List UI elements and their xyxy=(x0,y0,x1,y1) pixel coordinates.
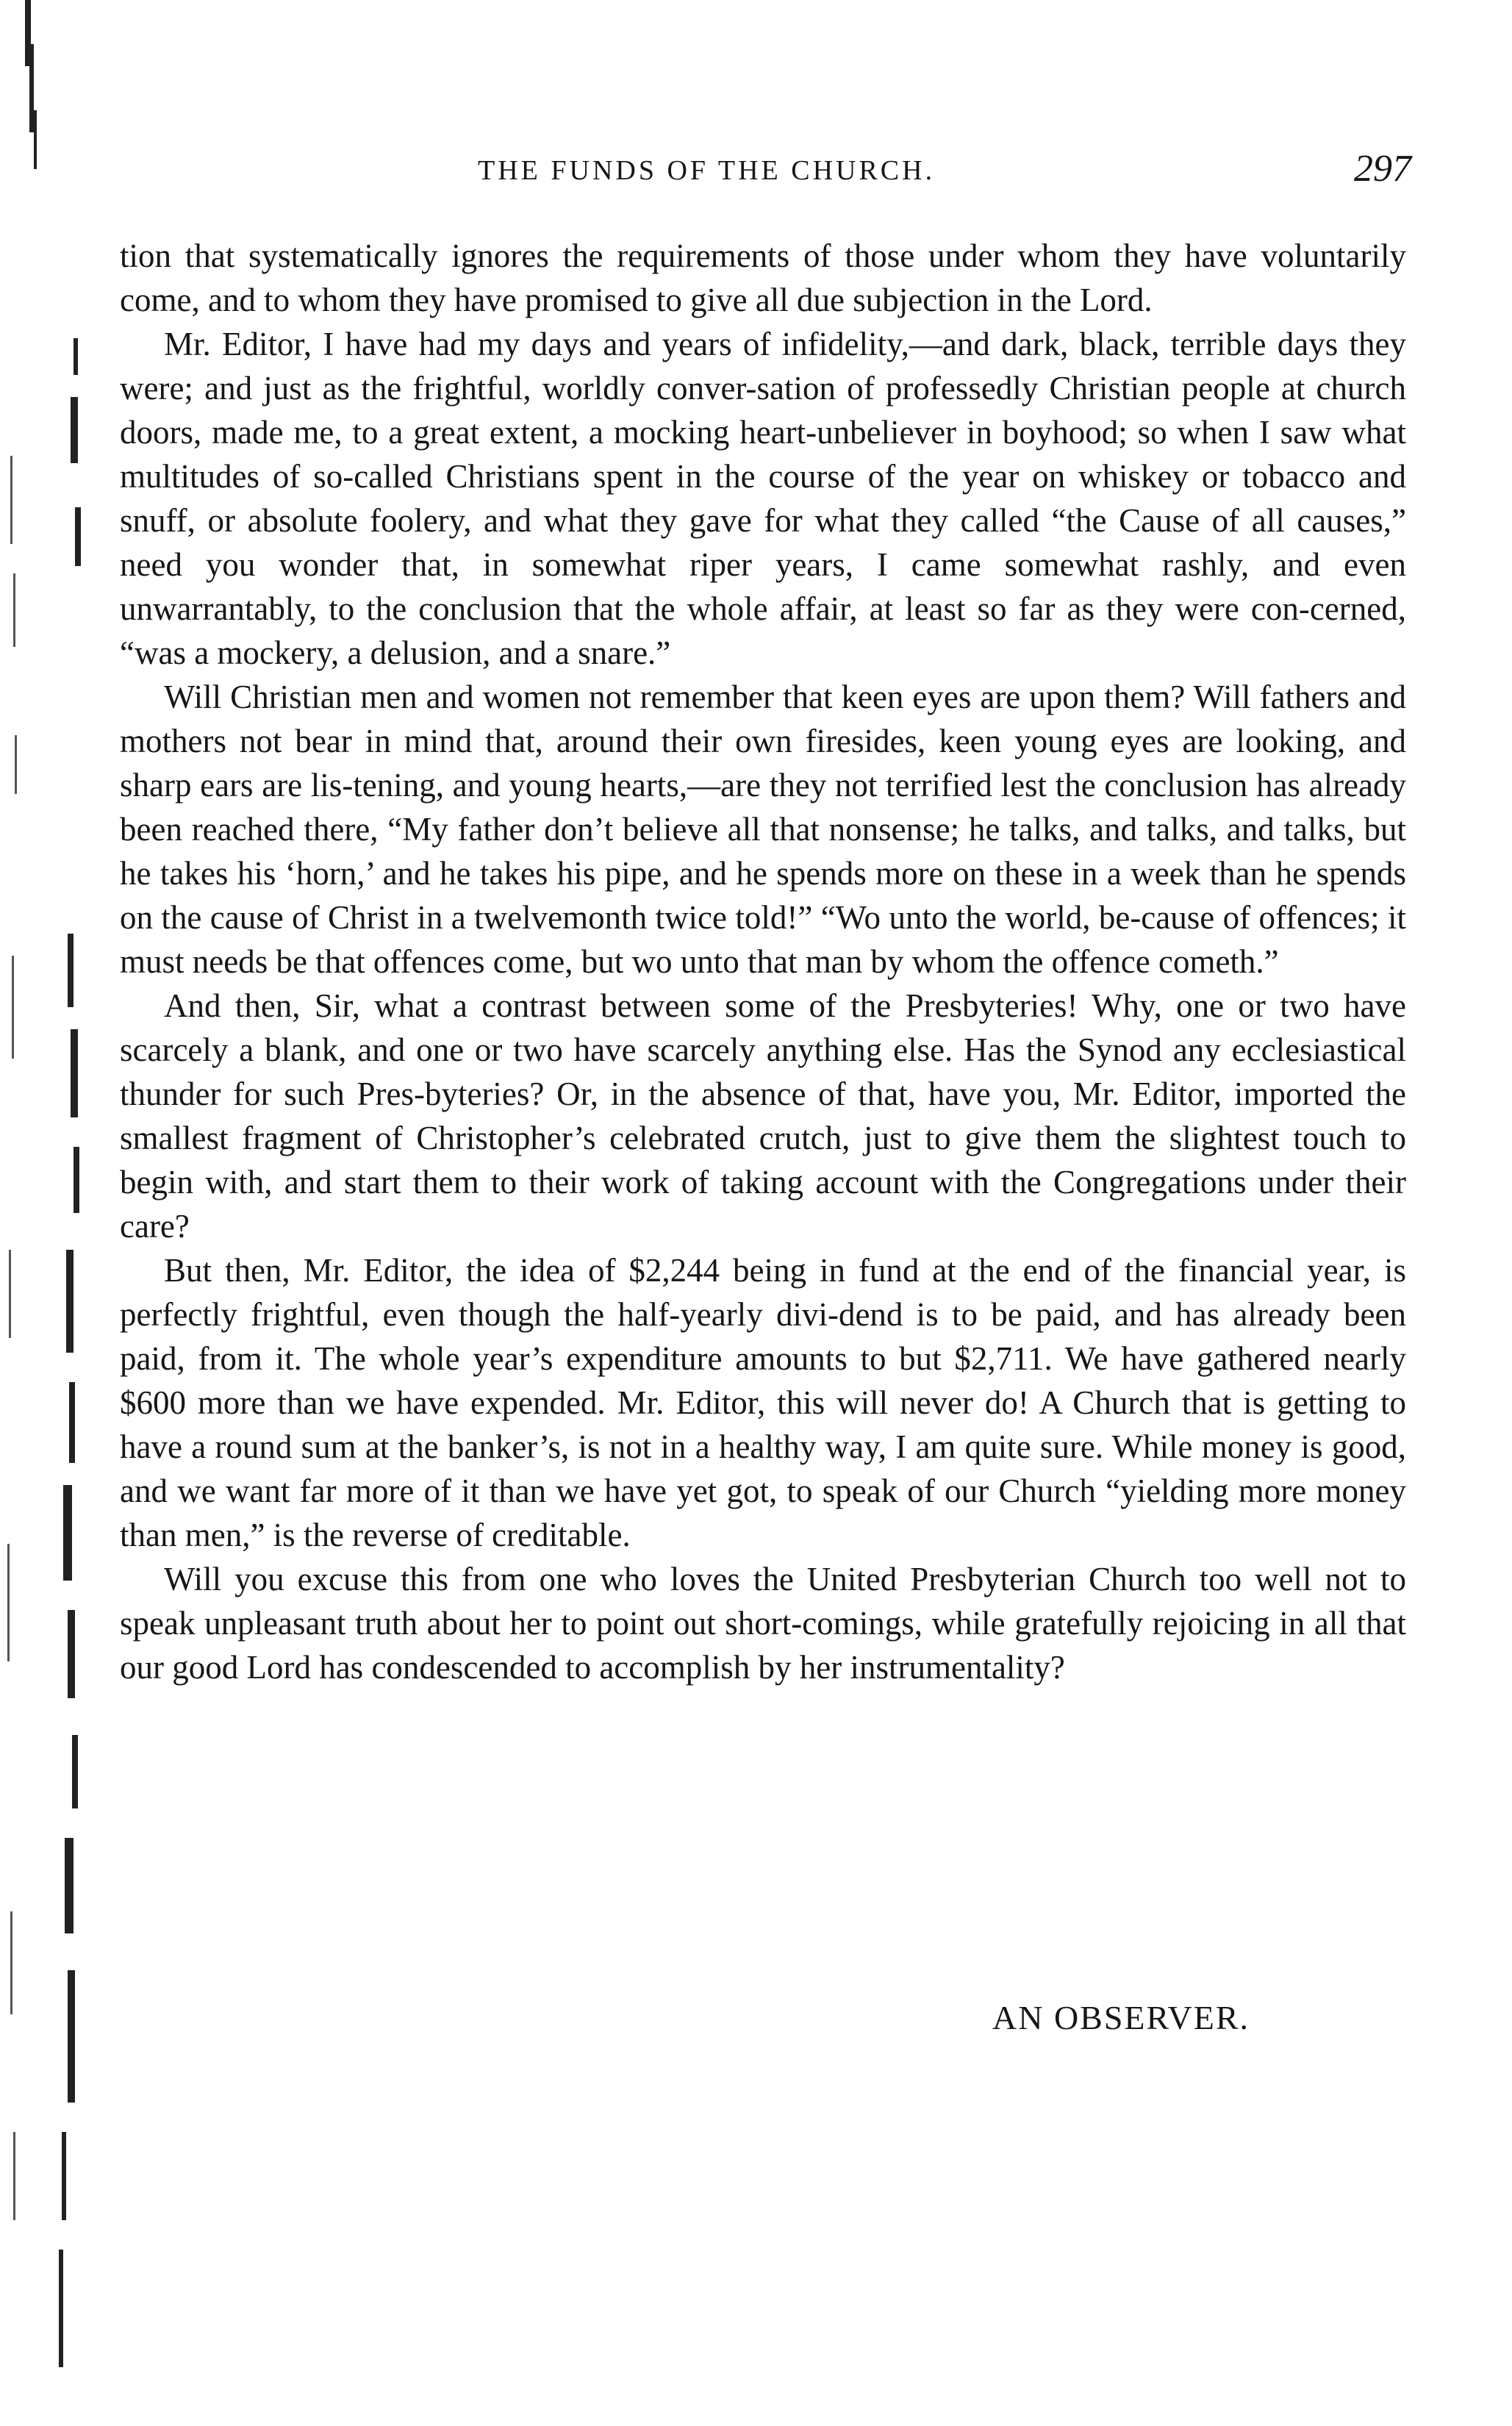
page-number: 297 xyxy=(1354,148,1411,190)
running-head: THE FUNDS OF THE CHURCH. xyxy=(478,155,936,186)
article-body xyxy=(120,234,1406,1689)
binding-gutter-shadow xyxy=(0,0,129,2426)
paragraph: Mr. Editor, I have had my days and years of infidelity,—and dark, black, terrible days they were; and just as the frightful, worldly conver-sation of professedly Christian people at church doors, made me, to a great extent, a mocking heart-unbeliever in boyhood; so when I saw what multitudes of so-called Christians spent in the course of the year on whiskey or tobacco and snuff, or absolute foolery, and what they gave for what they called “the Cause of all causes,” need you wonder that, in somewhat riper years, I came somewhat rashly, and even unwarrantably, to the conclusion that the whole affair, at least so far as they were con-cerned, “was a mockery, a delusion, and a snare.” xyxy=(120,326,1406,671)
paragraph: Will you excuse this from one who loves the United Presbyterian Church too well not to speak unpleasant truth about her to point out short-comings, while gratefully rejoicing in all that our good Lord has condescended to accomplish by her instrumentality? xyxy=(120,1561,1406,1686)
page-header xyxy=(118,147,1411,198)
paragraph: But then, Mr. Editor, the idea of $2,244 being in fund at the end of the financial year, is perfectly frightful, even though the half-yearly divi-dend is to be paid, and has already been paid, from it. The whole year’s expenditure amounts to but $2,711. We have gathered nearly $600 more than we have expended. Mr. Editor, this will never do! A Church that is getting to have a round sum at the banker’s, is not in a healthy way, I am quite sure. While money is good, and we want far more of it than we have yet got, to speak of our Church “yielding more money than men,” is the reverse of creditable. xyxy=(120,1252,1406,1553)
paragraph: Will Christian men and women not remember that keen eyes are upon them? Will fathers and mothers not bear in mind that, around their own firesides, keen young eyes are looking, and sharp ears are lis-tening, and young hearts,—are they not terrified lest the conclusion has already been reached there, “My father don’t believe all that nonsense; he talks, and talks, and talks, but he takes his ‘horn,’ and he takes his pipe, and he spends more on these in a week than he spends on the cause of Christ in a twelvemonth twice told!” “Wo unto the world, be-cause of offences; it must needs be that offences come, but wo unto that man by whom the offence cometh.” xyxy=(120,679,1406,980)
signature: AN OBSERVER. xyxy=(992,1999,1250,2036)
paragraph: And then, Sir, what a contrast between some of the Presbyteries! Why, one or two have scarcely a blank, and one or two have scarcely anything else. Has the Synod any ecclesiastical thunder for such Pres-byteries? Or, in the absence of that, have you, Mr. Editor, imported the smallest fragment of Christopher’s celebrated crutch, just to give them the slightest touch to begin with, and start them to their work of taking account with the Congregations under their care? xyxy=(120,987,1406,1245)
paragraph: tion that systematically ignores the requirements of those under whom they have voluntarily come, and to whom they have promised to give all due subjection in the Lord. xyxy=(120,237,1406,318)
